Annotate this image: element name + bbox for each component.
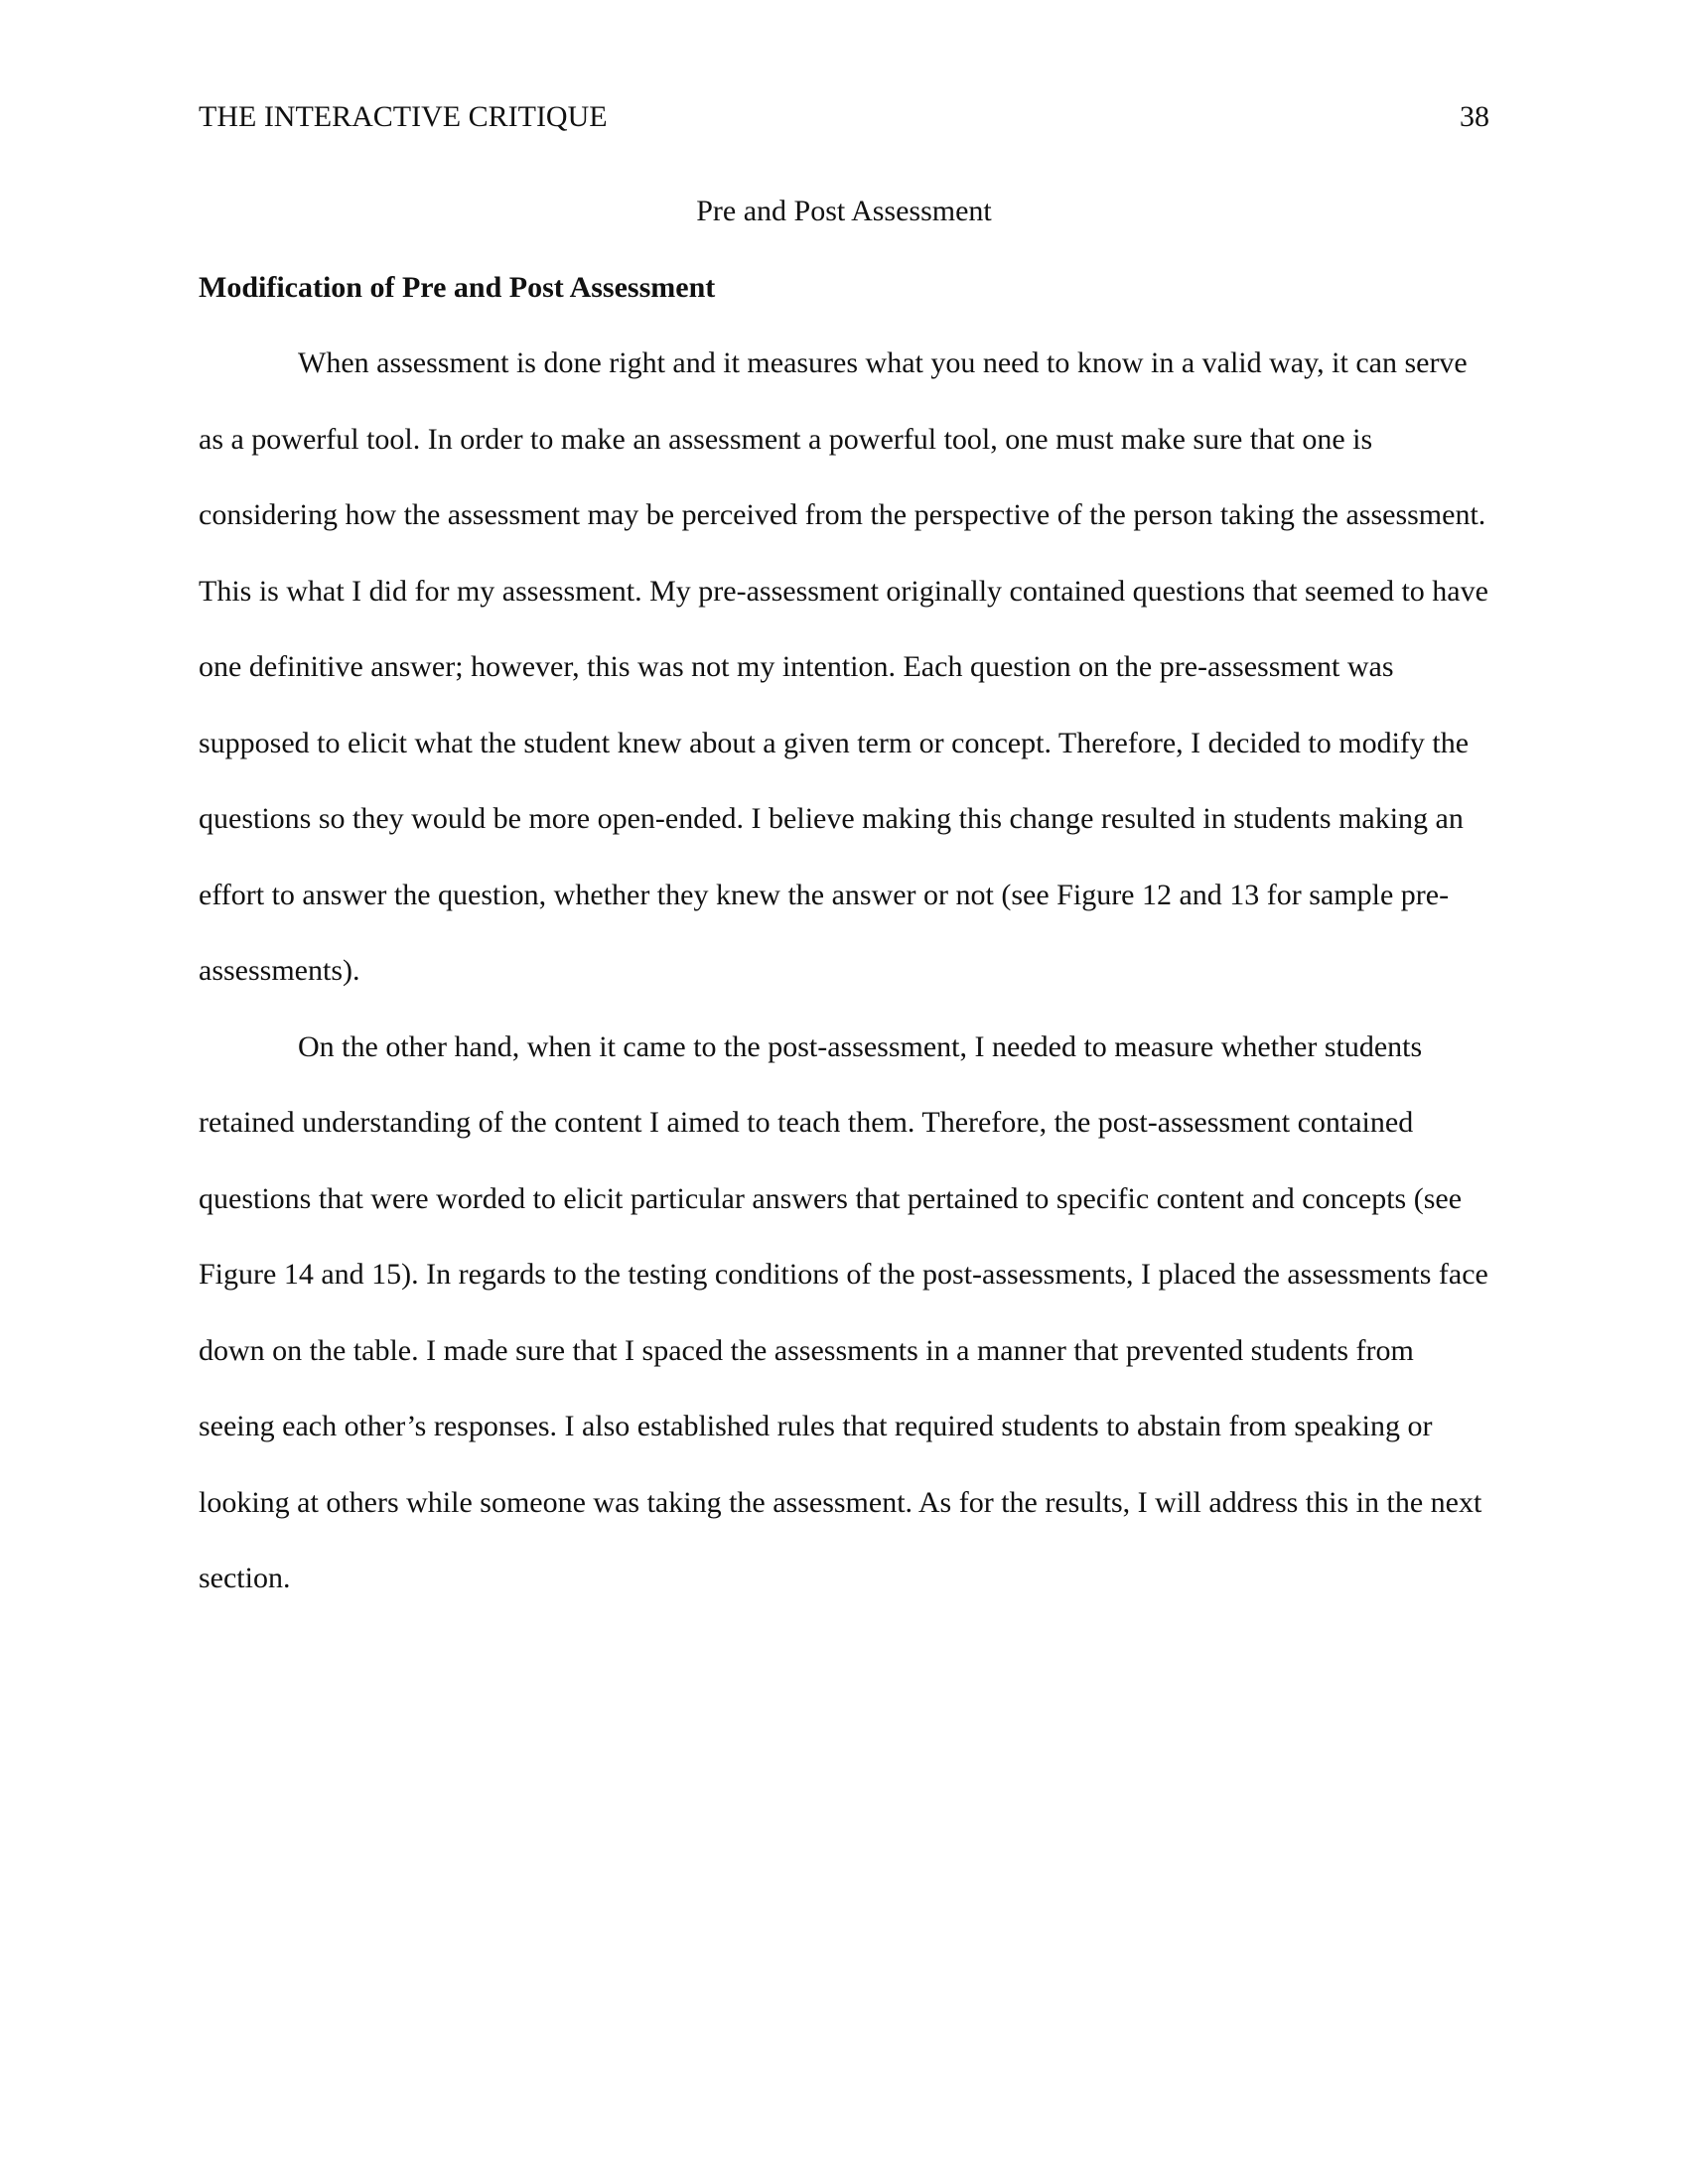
document-body — [199, 174, 1489, 1617]
document-title: Pre and Post Assessment — [696, 195, 992, 227]
running-head-title: THE INTERACTIVE CRITIQUE — [199, 100, 608, 133]
body-paragraph: When assessment is done right and it measures what you need to know in a valid way, it can serve as a powerful tool. In order to make an assessment a powerful tool, one must make sure that one is considering how the assessment may be perceived from the perspective of the person taking the assessment. This is what I did for my assessment. My pre-assessment originally contained questions that seemed to have one definitive answer; however, this was not my intention. Each question on the pre-assessment was supposed to elicit what the student knew about a given term or concept. Therefore, I decided to modify the questions so they would be more open-ended. I believe making this change resulted in students making an effort to answer the question, whether they knew the answer or not (see Figure 12 and 13 for sample pre-assessments). — [199, 346, 1488, 987]
body-paragraph: On the other hand, when it came to the post-assessment, I needed to measure whether students retained understanding of the content I aimed to teach them. Therefore, the post-assessment contained questions that were worded to elicit particular answers that pertained to specific content and concepts (see Figure 14 and 15). In regards to the testing conditions of the post-assessments, I placed the assessments face down on the table. I made sure that I spaced the assessments in a manner that prevented students from seeing each other’s responses. I also established rules that required students to abstain from speaking or looking at others while someone was taking the assessment. As for the results, I will address this in the next section. — [199, 1029, 1488, 1594]
running-head — [199, 97, 1489, 137]
section-heading: Modification of Pre and Post Assessment — [199, 270, 716, 304]
page-number: 38 — [1460, 100, 1489, 133]
